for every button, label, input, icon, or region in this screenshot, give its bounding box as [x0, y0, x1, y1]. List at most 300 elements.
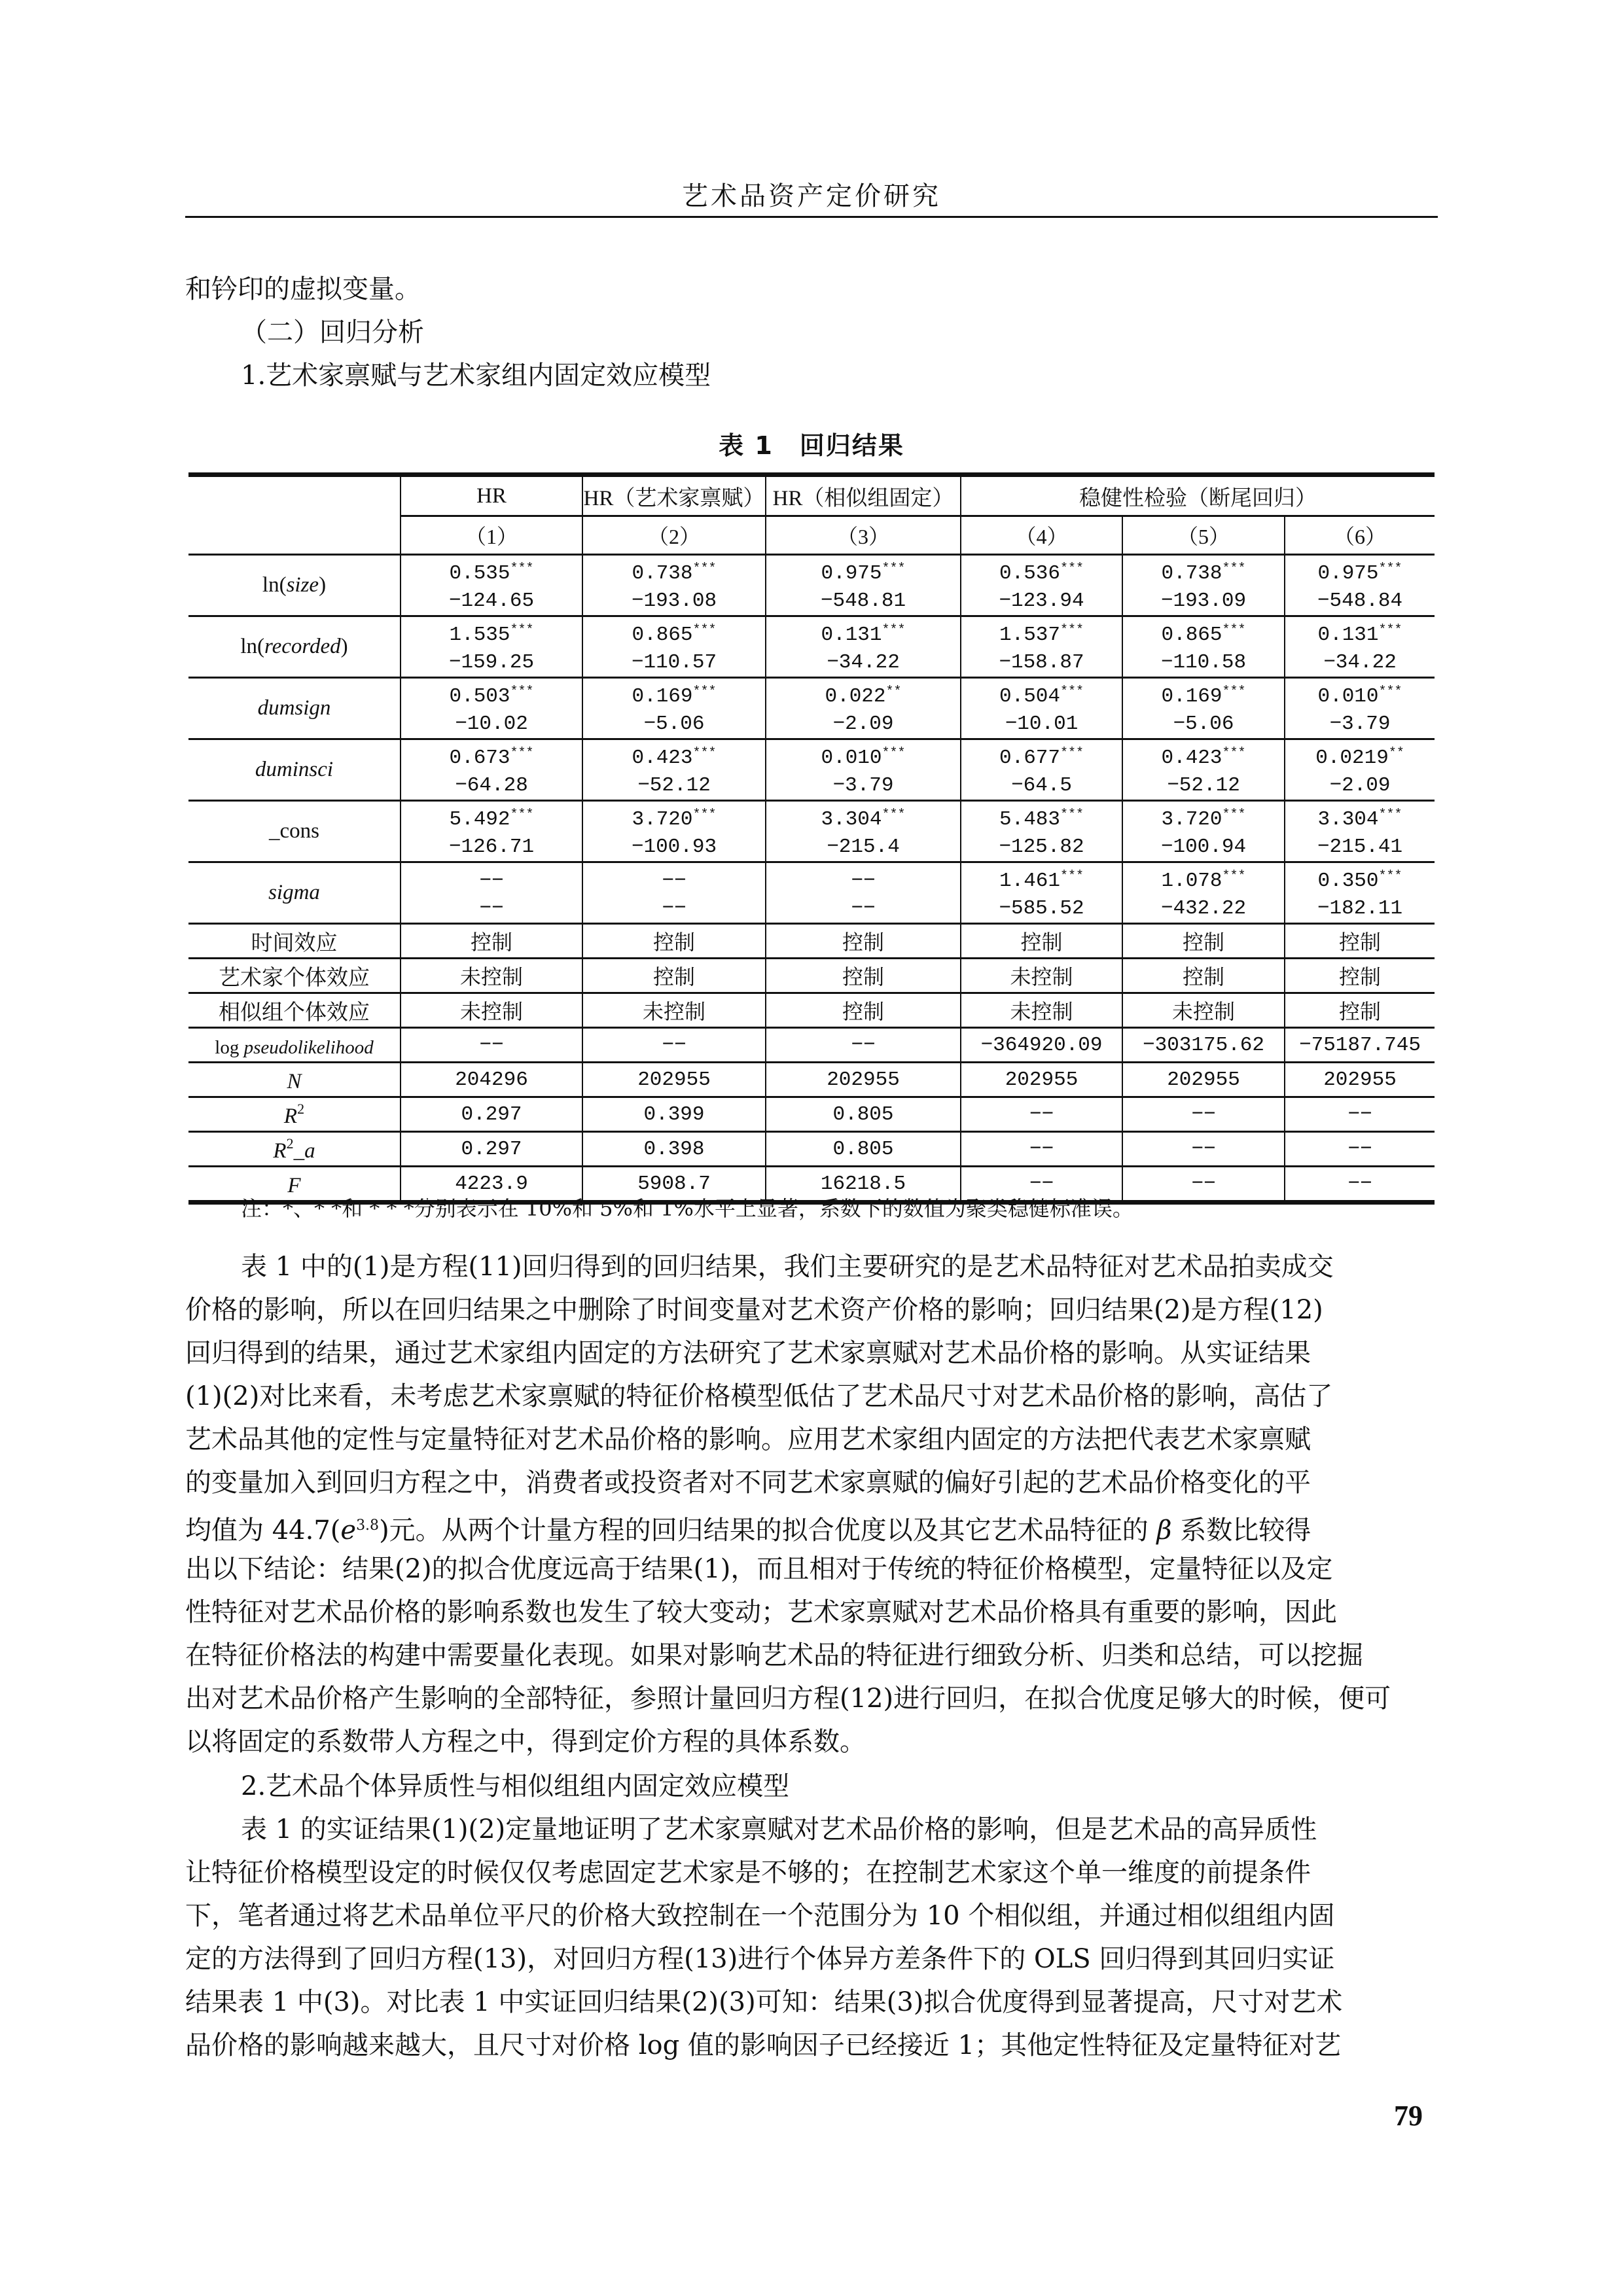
coef-value: 0.010 — [1317, 685, 1379, 708]
paragraph-line: 结果表 1 中(3)。对比表 1 中实证回归结果(2)(3)可知：结果(3)拟合优度得到显著提高，尺寸对艺术 — [185, 1987, 1343, 2017]
stat-cell: 4223.9 — [401, 1167, 582, 1203]
coef-cell — [401, 801, 582, 862]
std-error-value: −100.94 — [1160, 836, 1247, 858]
effect-cell: 控制 — [1285, 924, 1435, 959]
effect-row — [188, 924, 1435, 959]
stat-cell: −− — [1285, 1097, 1435, 1132]
coef-line — [1123, 617, 1284, 649]
coef-cell — [401, 555, 582, 616]
significance-stars: *** — [882, 746, 906, 761]
row-label-prefix: log — [215, 1037, 244, 1058]
significance-stars: ** — [885, 684, 902, 699]
coef-value: 0.865 — [632, 624, 693, 646]
coef-line — [961, 802, 1122, 834]
row-label-prefix: _cons — [269, 819, 319, 843]
colnum: （3） — [766, 516, 961, 555]
stat-cell: −364920.09 — [961, 1028, 1122, 1063]
std-error-value: −3.79 — [1329, 713, 1391, 735]
stat-cell: 202955 — [961, 1063, 1122, 1097]
stat-cell: −− — [961, 1167, 1122, 1203]
row-label-superscript: 2 — [286, 1135, 294, 1152]
coef-cell — [961, 555, 1122, 616]
stat-cell: 202955 — [582, 1063, 766, 1097]
table-note: 注：*、* *和 * * *分别表示在 10%和 5%和 1%水平上显著，系数下的数值为聚类稳健标准误。 — [241, 1196, 1133, 1221]
significance-stars: *** — [1378, 684, 1402, 699]
effect-cell: 控制 — [1122, 924, 1285, 959]
std-error-value: −126.71 — [448, 836, 535, 858]
table-title: 表 1 回归结果 — [719, 431, 904, 460]
row-label-variable: R — [273, 1139, 287, 1163]
coef-cell — [401, 862, 582, 924]
effect-cell: 未控制 — [582, 993, 766, 1028]
std-error-value: −158.87 — [999, 651, 1084, 674]
std-error-value: −64.28 — [455, 774, 528, 797]
stat-cell: −− — [1285, 1167, 1435, 1203]
coef-value: 0.0219 — [1315, 747, 1389, 769]
significance-stars: *** — [692, 623, 717, 638]
coef-line — [961, 556, 1122, 588]
paragraph-line: 在特征价格法的构建中需要量化表现。如果对影响艺术品的特征进行细致分析、归类和总结，可以挖掘 — [185, 1640, 1363, 1670]
significance-stars: ** — [1388, 746, 1404, 761]
significance-stars: *** — [1222, 869, 1246, 884]
coef-line — [583, 556, 765, 588]
coef-line — [401, 863, 582, 895]
significance-stars: *** — [510, 684, 534, 699]
effect-cell: 控制 — [766, 924, 961, 959]
significance-stars: *** — [510, 623, 534, 638]
paragraph-line: 让特征价格模型设定的时候仅仅考虑固定艺术家是不够的；在控制艺术家这个单一维度的前提条件 — [185, 1858, 1311, 1888]
paragraph-line: (1)(2)对比来看，未考虑艺术家禀赋的特征价格模型低估了艺术品尺寸对艺术品价格的影响，高估了 — [185, 1381, 1333, 1411]
significance-stars: *** — [1222, 684, 1246, 699]
row-label — [188, 1063, 401, 1097]
coef-value: 0.010 — [821, 747, 882, 769]
coef-value: 0.738 — [632, 562, 693, 585]
coef-cell — [1285, 678, 1435, 739]
coef-value: 1.537 — [999, 624, 1060, 646]
significance-stars: *** — [1378, 807, 1402, 822]
effect-cell: 控制 — [766, 993, 961, 1028]
row-label-superscript: 2 — [297, 1100, 305, 1117]
coef-line — [1123, 802, 1284, 834]
paragraph-line: 表 1 的实证结果(1)(2)定量地证明了艺术家禀赋对艺术品价格的影响，但是艺术品的高异质性 — [241, 1814, 1317, 1845]
header-hr: HR — [401, 475, 582, 516]
std-error-value: −5.06 — [1173, 713, 1234, 735]
row-label — [188, 862, 401, 924]
std-error-value: −3.79 — [832, 774, 894, 797]
coef-cell — [1285, 739, 1435, 801]
coef-line — [1123, 556, 1284, 588]
std-error-value: −193.09 — [1160, 590, 1247, 612]
significance-stars: *** — [1222, 746, 1246, 761]
subsection-heading-2: 2.艺术品个体异质性与相似组组内固定效应模型 — [241, 1771, 790, 1801]
stat-cell: 0.297 — [401, 1097, 582, 1132]
coef-cell — [582, 801, 766, 862]
coef-value: 0.865 — [1161, 624, 1222, 646]
effect-cell: 控制 — [1285, 959, 1435, 993]
coef-cell — [582, 616, 766, 678]
coef-cell — [582, 862, 766, 924]
row-label — [188, 1028, 401, 1063]
coef-line — [1123, 740, 1284, 772]
stat-cell: 202955 — [1285, 1063, 1435, 1097]
row-label-variable: sigma — [268, 881, 320, 904]
coef-line — [961, 740, 1122, 772]
std-error-value: −34.22 — [827, 651, 900, 674]
std-error-value: −110.57 — [631, 651, 717, 674]
coef-cell — [1285, 801, 1435, 862]
coef-value: −− — [479, 870, 504, 892]
coef-cell — [766, 862, 961, 924]
coef-row — [188, 555, 1435, 616]
significance-stars: *** — [1378, 869, 1402, 884]
row-label — [188, 801, 401, 862]
coef-value: 0.169 — [1161, 685, 1222, 708]
coef-line — [1285, 556, 1435, 588]
colnum: （6） — [1285, 516, 1435, 555]
colnum: （4） — [961, 516, 1122, 555]
coef-line — [401, 617, 582, 649]
header-empty-cell — [188, 475, 401, 555]
coef-cell — [1122, 862, 1285, 924]
stat-cell: −− — [1122, 1097, 1285, 1132]
significance-stars: *** — [510, 561, 534, 576]
significance-stars: *** — [510, 746, 534, 761]
coef-value: 0.536 — [999, 562, 1060, 585]
coef-line — [1285, 679, 1435, 711]
row-label: 时间效应 — [188, 924, 401, 959]
stat-cell: −− — [961, 1132, 1122, 1167]
header-robustness: 稳健性检验（断尾回归） — [961, 475, 1435, 516]
formula-text-before: 均值为 44.7( — [185, 1515, 341, 1545]
intro-line-continuation: 和钤印的虚拟变量。 — [185, 274, 421, 304]
coef-cell — [1285, 616, 1435, 678]
coef-value: 0.131 — [1317, 624, 1379, 646]
coef-value: 3.304 — [821, 808, 882, 831]
coef-line — [766, 617, 960, 649]
coef-value: 0.535 — [449, 562, 510, 585]
header-hr-group: HR（相似组固定） — [766, 475, 961, 516]
std-error-value: −34.22 — [1323, 651, 1397, 674]
coef-cell — [401, 678, 582, 739]
coef-value: 0.975 — [821, 562, 882, 585]
coef-value: 0.503 — [449, 685, 510, 708]
running-head: 艺术品资产定价研究 — [682, 181, 941, 211]
std-error-value: −182.11 — [1317, 897, 1403, 920]
significance-stars: *** — [1060, 869, 1084, 884]
std-error-value: −215.4 — [827, 836, 900, 858]
std-error-value: −100.93 — [631, 836, 717, 858]
coef-cell — [961, 739, 1122, 801]
paragraph-line: 定的方法得到了回归方程(13)，对回归方程(13)进行个体异方差条件下的 OLS 回归得到其回归实证 — [185, 1944, 1335, 1974]
std-error-value: −193.08 — [631, 590, 717, 612]
coef-cell — [1285, 862, 1435, 924]
coef-line — [583, 863, 765, 895]
significance-stars: *** — [1378, 561, 1402, 576]
std-error-value: −2.09 — [1329, 774, 1391, 797]
row-label-suffix: _a — [293, 1139, 315, 1163]
coef-line — [766, 740, 960, 772]
coef-cell — [582, 678, 766, 739]
std-error-value: −52.12 — [1167, 774, 1240, 797]
stat-cell: −− — [401, 1028, 582, 1063]
significance-stars: *** — [692, 807, 717, 822]
paragraph-line: 品价格的影响越来越大，且尺寸对价格 log 值的影响因子已经接近 1；其他定性特征及定量特征对艺 — [185, 2030, 1342, 2060]
coef-line — [583, 802, 765, 834]
coef-cell — [766, 678, 961, 739]
coef-value: 0.131 — [821, 624, 882, 646]
coef-line — [401, 740, 582, 772]
header-hr-artist: HR（艺术家禀赋） — [582, 475, 766, 516]
stat-cell: 0.398 — [582, 1132, 766, 1167]
paragraph-line: 以将固定的系数带人方程之中，得到定价方程的具体系数。 — [185, 1727, 866, 1757]
coef-value: 0.738 — [1161, 562, 1222, 585]
stat-row — [188, 1097, 1435, 1132]
std-error-value: −110.58 — [1160, 651, 1247, 674]
coef-row — [188, 739, 1435, 801]
coef-row — [188, 678, 1435, 739]
table-header-row — [188, 475, 1435, 516]
stat-cell: −− — [766, 1028, 961, 1063]
significance-stars: *** — [692, 684, 717, 699]
significance-stars: *** — [1378, 623, 1402, 638]
coef-line — [766, 863, 960, 895]
significance-stars: *** — [510, 807, 534, 822]
coef-value: 0.975 — [1317, 562, 1379, 585]
effect-cell: 控制 — [401, 924, 582, 959]
significance-stars: *** — [882, 623, 906, 638]
formula-exponent: 3.8 — [356, 1517, 380, 1534]
coef-value: 3.720 — [1161, 808, 1222, 831]
formula-base-e: e — [340, 1515, 357, 1545]
coef-value: 0.504 — [999, 685, 1060, 708]
coef-line — [766, 802, 960, 834]
row-label — [188, 678, 401, 739]
significance-stars: *** — [692, 746, 717, 761]
effect-cell: 未控制 — [961, 993, 1122, 1028]
std-error-value: −5.06 — [643, 713, 705, 735]
paragraph-line: 出对艺术品价格产生影响的全部特征，参照计量回归方程(12)进行回归，在拟合优度足够大的时候，便可 — [185, 1684, 1391, 1714]
coef-value: 3.304 — [1317, 808, 1379, 831]
coef-row — [188, 616, 1435, 678]
std-error-value: −585.52 — [999, 897, 1084, 920]
std-error-value: −215.41 — [1317, 836, 1403, 858]
stat-cell: −303175.62 — [1122, 1028, 1285, 1063]
coef-line — [1123, 679, 1284, 711]
coef-line — [401, 802, 582, 834]
row-label-prefix: ln( — [262, 573, 287, 597]
coef-cell — [1122, 739, 1285, 801]
stat-cell: −− — [1122, 1167, 1285, 1203]
std-error-value: −548.84 — [1317, 590, 1403, 612]
coef-line — [961, 863, 1122, 895]
regression-table — [188, 472, 1435, 1205]
significance-stars: *** — [1060, 684, 1084, 699]
row-label-variable: recorded — [264, 635, 341, 658]
coef-line — [1285, 740, 1435, 772]
coef-line — [1285, 617, 1435, 649]
std-error-value: −64.5 — [1010, 774, 1072, 797]
coef-value: 0.169 — [632, 685, 693, 708]
coef-cell — [582, 555, 766, 616]
coef-cell — [1122, 616, 1285, 678]
effect-cell: 控制 — [1122, 959, 1285, 993]
effect-cell: 未控制 — [961, 959, 1122, 993]
stat-row — [188, 1132, 1435, 1167]
row-label — [188, 1097, 401, 1132]
paragraph-line: 性特征对艺术品价格的影响系数也发生了较大变动；艺术家禀赋对艺术品价格具有重要的影响，因此 — [185, 1597, 1337, 1627]
significance-stars: *** — [882, 561, 906, 576]
std-error-value: −10.01 — [1005, 713, 1079, 735]
std-error-value: −125.82 — [999, 836, 1084, 858]
row-label-variable: size — [286, 573, 319, 597]
coef-line — [1123, 863, 1284, 895]
coef-value: −− — [662, 870, 687, 892]
page-number: 79 — [1394, 2100, 1423, 2132]
coef-value: 3.720 — [632, 808, 693, 831]
paragraph-line: 的变量加入到回归方程之中，消费者或投资者对不同艺术家禀赋的偏好引起的艺术品价格变化的平 — [185, 1468, 1311, 1498]
coef-line — [583, 679, 765, 711]
coef-value: 1.461 — [999, 870, 1060, 892]
effect-cell: 控制 — [961, 924, 1122, 959]
coef-cell — [961, 862, 1122, 924]
std-error-value: −548.81 — [820, 590, 906, 612]
coef-cell — [1122, 555, 1285, 616]
coef-cell — [961, 801, 1122, 862]
beta-symbol: β — [1156, 1515, 1172, 1545]
stat-cell: −75187.745 — [1285, 1028, 1435, 1063]
coef-line — [766, 679, 960, 711]
row-label-variable: R — [283, 1104, 298, 1128]
significance-stars: *** — [692, 561, 717, 576]
significance-stars: *** — [882, 807, 906, 822]
significance-stars: *** — [1060, 746, 1084, 761]
section-heading-regression: （二）回归分析 — [241, 317, 424, 347]
row-label-variable: dumsign — [257, 696, 331, 720]
stat-cell: 5908.7 — [582, 1167, 766, 1203]
significance-stars: *** — [1060, 561, 1084, 576]
coef-cell — [961, 678, 1122, 739]
paragraph-line: 回归得到的结果，通过艺术家组内固定的方法研究了艺术家禀赋对艺术品价格的影响。从实证结果 — [185, 1338, 1311, 1368]
coef-row — [188, 801, 1435, 862]
std-error-value: −432.22 — [1160, 897, 1247, 920]
significance-stars: *** — [1222, 623, 1246, 638]
std-error-value: −123.94 — [999, 590, 1084, 612]
effect-cell: 控制 — [582, 924, 766, 959]
coef-line — [401, 556, 582, 588]
coef-value: 1.078 — [1161, 870, 1222, 892]
stat-cell: −− — [582, 1028, 766, 1063]
stat-cell: 0.297 — [401, 1132, 582, 1167]
row-label-variable: F — [287, 1173, 301, 1197]
stat-cell: 202955 — [1122, 1063, 1285, 1097]
coef-line — [583, 740, 765, 772]
significance-stars: *** — [1222, 561, 1246, 576]
coef-value: 0.423 — [632, 747, 693, 769]
stat-cell: 202955 — [766, 1063, 961, 1097]
coef-row — [188, 862, 1435, 924]
effect-cell: 未控制 — [401, 993, 582, 1028]
stat-row — [188, 1063, 1435, 1097]
colnum: （1） — [401, 516, 582, 555]
coef-value: 0.350 — [1317, 870, 1379, 892]
std-error-value: −2.09 — [832, 713, 894, 735]
row-label-variable: duminsci — [255, 758, 334, 781]
coef-cell — [582, 739, 766, 801]
coef-value: 1.535 — [449, 624, 510, 646]
row-label-suffix: ) — [319, 573, 327, 597]
coef-value: −− — [851, 870, 876, 892]
stat-row — [188, 1028, 1435, 1063]
std-error-value: −52.12 — [637, 774, 711, 797]
paragraph-line: 表 1 中的(1)是方程(11)回归得到的回归结果，我们主要研究的是艺术品特征对艺术品拍卖成交 — [241, 1252, 1334, 1282]
coef-value: 5.483 — [999, 808, 1060, 831]
stat-cell: 0.399 — [582, 1097, 766, 1132]
row-label-variable: pseudolikelihood — [243, 1037, 374, 1058]
coef-cell — [766, 616, 961, 678]
colnum: （5） — [1122, 516, 1285, 555]
coef-line — [766, 556, 960, 588]
effect-cell: 未控制 — [1122, 993, 1285, 1028]
colnum: （2） — [582, 516, 766, 555]
significance-stars: *** — [1222, 807, 1246, 822]
coef-line — [401, 679, 582, 711]
coef-value: 5.492 — [449, 808, 510, 831]
header-rule — [185, 216, 1438, 218]
paragraph-line-formula — [185, 1510, 1438, 1546]
formula-text-after: )元。从两个计量方程的回归结果的拟合优度以及其它艺术品特征的 — [379, 1515, 1157, 1545]
coef-line — [961, 617, 1122, 649]
paragraph-line: 艺术品其他的定性与定量特征对艺术品价格的影响。应用艺术家组内固定的方法把代表艺术家禀赋 — [185, 1424, 1311, 1455]
stat-cell: 204296 — [401, 1063, 582, 1097]
row-label — [188, 555, 401, 616]
std-error-value: −− — [479, 897, 504, 920]
std-error-value: −− — [851, 897, 876, 920]
coef-line — [1285, 863, 1435, 895]
coef-cell — [1122, 678, 1285, 739]
coef-cell — [1122, 801, 1285, 862]
coef-value: 0.673 — [449, 747, 510, 769]
coef-cell — [401, 616, 582, 678]
row-label-prefix: ln( — [240, 635, 264, 658]
effect-cell: 控制 — [766, 959, 961, 993]
effect-row — [188, 959, 1435, 993]
coef-cell — [961, 616, 1122, 678]
coef-value: 0.677 — [999, 747, 1060, 769]
effect-cell: 控制 — [582, 959, 766, 993]
coef-value: 0.423 — [1161, 747, 1222, 769]
coef-cell — [766, 555, 961, 616]
std-error-value: −10.02 — [455, 713, 528, 735]
stat-cell: 16218.5 — [766, 1167, 961, 1203]
row-label — [188, 739, 401, 801]
std-error-value: −− — [662, 897, 687, 920]
paragraph-line: 出以下结论：结果(2)的拟合优度远高于结果(1)，而且相对于传统的特征价格模型，定量特征以及定 — [185, 1554, 1333, 1584]
row-label-suffix: ) — [340, 635, 348, 658]
coef-cell — [401, 739, 582, 801]
std-error-value: −159.25 — [448, 651, 535, 674]
coef-cell — [766, 739, 961, 801]
stat-cell: −− — [1122, 1132, 1285, 1167]
effect-cell: 未控制 — [401, 959, 582, 993]
coef-cell — [1285, 555, 1435, 616]
row-label: 艺术家个体效应 — [188, 959, 401, 993]
coef-line — [583, 617, 765, 649]
stat-cell: −− — [1285, 1132, 1435, 1167]
paragraph-line: 下，笔者通过将艺术品单位平尺的价格大致控制在一个范围分为 10 个相似组，并通过相似组组内固 — [185, 1901, 1335, 1931]
stat-cell: −− — [961, 1097, 1122, 1132]
coef-line — [1285, 802, 1435, 834]
effect-row — [188, 993, 1435, 1028]
